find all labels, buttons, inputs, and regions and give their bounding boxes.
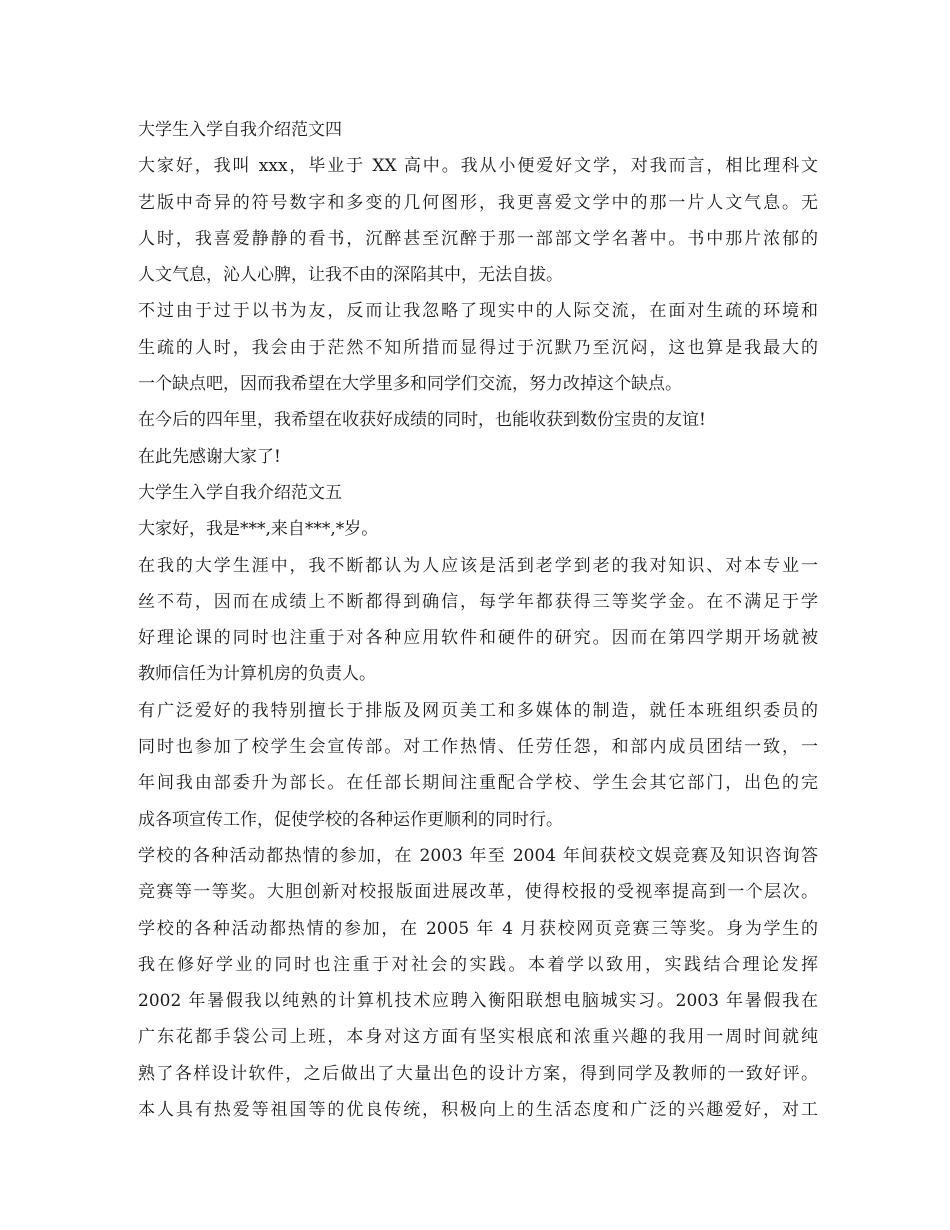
text-line: 教师信任为计算机房的负责人。 bbox=[138, 664, 376, 685]
document-body bbox=[138, 112, 818, 1128]
text-line: 艺版中奇异的符号数字和多变的几何图形，我更喜爱文学中的那一片人文气息。无 bbox=[138, 192, 818, 213]
text-line: 好理论课的同时也注重于对各种应用软件和硬件的研究。因而在第四学期开场就被 bbox=[138, 628, 818, 649]
text-line: 学校的各种活动都热情的参加，在 2003 年至 2004 年间获校文娱竞赛及知识咨询答 bbox=[138, 845, 818, 866]
section-heading-4: 大学生入学自我介绍范文四 bbox=[138, 120, 342, 140]
text-line: 同时也参加了校学生会宣传部。对工作热情、任劳任怨，和部内成员团结一致，一 bbox=[138, 737, 818, 758]
text-line: 成各项宣传工作，促使学校的各种运作更顺利的同时行。 bbox=[138, 809, 563, 830]
text-line: 生疏的人时，我会由于茫然不知所措而显得过于沉默乃至沉闷，这也算是我最大的 bbox=[138, 337, 818, 358]
text-line: 学校的各种活动都热情的参加，在 2005 年 4 月获校网页竞赛三等奖。身为学生的 bbox=[138, 918, 818, 939]
text-line: 大家好，我是***,来自***,*岁。 bbox=[138, 519, 379, 540]
text-line: 在此先感谢大家了! bbox=[138, 446, 281, 467]
text-line: 不过由于过于以书为友，反而让我忽略了现实中的人际交流，在面对生疏的环境和 bbox=[138, 301, 818, 322]
text-line: 人文气息，沁人心脾，让我不由的深陷其中，无法自拔。 bbox=[138, 265, 563, 286]
text-line: 广东花都手袋公司上班，本身对这方面有坚实根底和浓重兴趣的我用一周时间就纯 bbox=[138, 1027, 818, 1048]
text-line: 人时，我喜爱静静的看书，沉醉甚至沉醉于那一部部文学名著中。书中那片浓郁的 bbox=[138, 228, 818, 249]
text-line: 有广泛爱好的我特别擅长于排版及网页美工和多媒体的制造，就任本班组织委员的 bbox=[138, 700, 818, 721]
text-line: 2002 年暑假我以纯熟的计算机技术应聘入衡阳联想电脑城实习。2003 年暑假我在 bbox=[138, 991, 818, 1012]
text-line: 我在修好学业的同时也注重于对社会的实践。本着学以致用，实践结合理论发挥 bbox=[138, 954, 818, 975]
text-line: 年间我由部委升为部长。在任部长期间注重配合学校、学生会其它部门，出色的完 bbox=[138, 773, 818, 794]
text-line: 本人具有热爱等祖国等的优良传统，积极向上的生活态度和广泛的兴趣爱好，对工 bbox=[138, 1100, 818, 1121]
text-line: 熟了各样设计软件，之后做出了大量出色的设计方案，得到同学及教师的一致好评。 bbox=[138, 1063, 818, 1084]
text-line: 在今后的四年里，我希望在收获好成绩的同时，也能收获到数份宝贵的友谊! bbox=[138, 410, 706, 431]
text-line: 一个缺点吧，因而我希望在大学里多和同学们交流，努力改掉这个缺点。 bbox=[138, 374, 682, 395]
text-line: 竞赛等一等奖。大胆创新对校报版面进展改革，使得校报的受视率提高到一个层次。 bbox=[138, 882, 818, 903]
text-line: 丝不苟，因而在成绩上不断都得到确信，每学年都获得三等奖学金。在不满足于学 bbox=[138, 591, 818, 612]
section-heading-5: 大学生入学自我介绍范文五 bbox=[138, 482, 342, 503]
text-line: 在我的大学生涯中，我不断都认为人应该是活到老学到老的我对知识、对本专业一 bbox=[138, 555, 818, 576]
text-line: 大家好，我叫 xxx，毕业于 XX 高中。我从小便爱好文学，对我而言，相比理科文 bbox=[138, 156, 818, 177]
